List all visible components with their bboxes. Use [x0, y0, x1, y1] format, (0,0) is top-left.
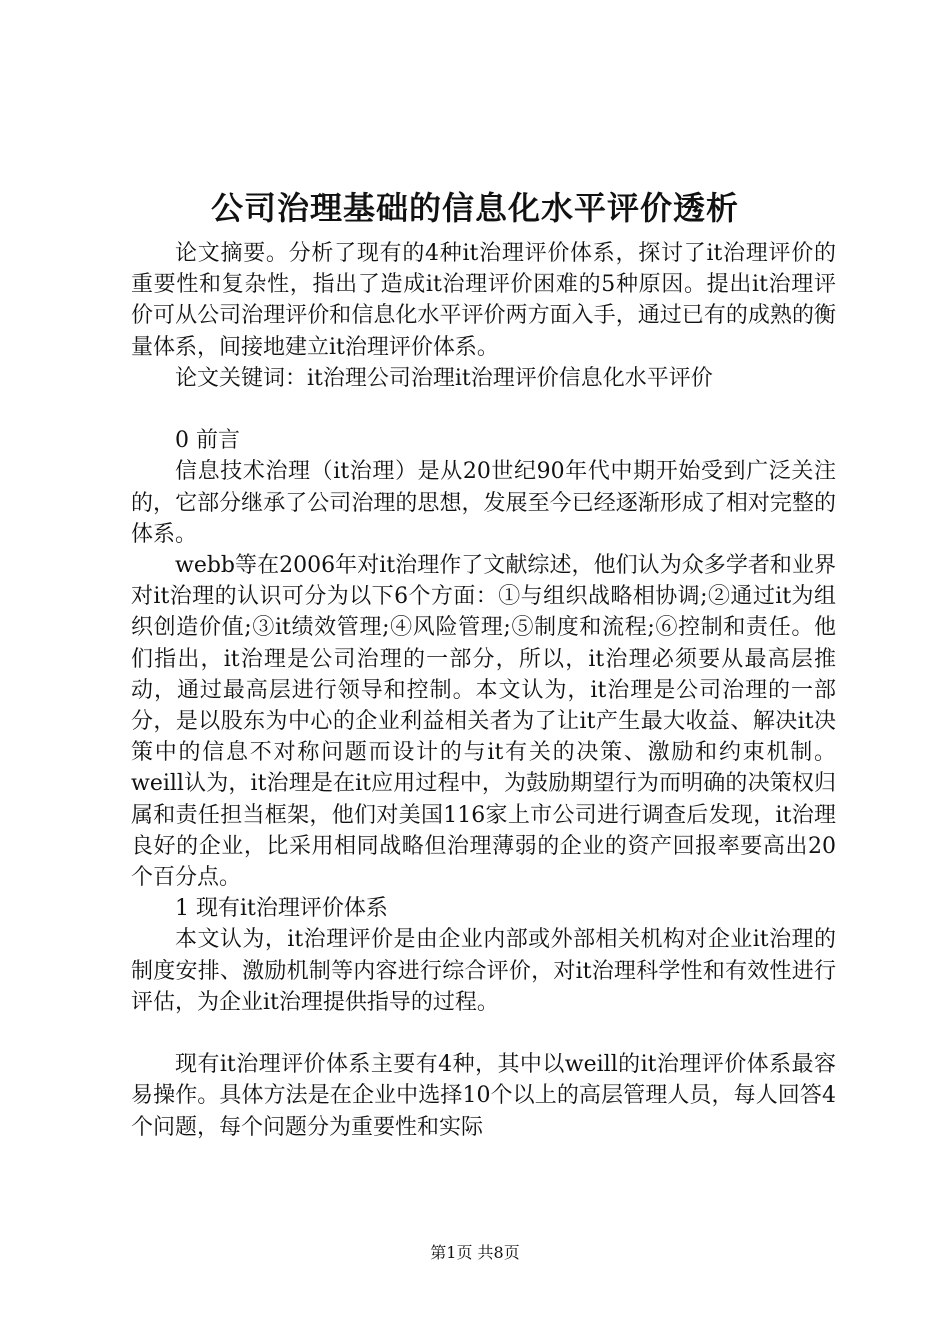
spacer — [131, 1018, 836, 1049]
spacer — [131, 394, 836, 425]
section-heading-existing-systems: 1 现有it治理评价体系 — [175, 896, 388, 922]
page-footer: 第1页 共8页 — [430, 1243, 520, 1262]
preface-paragraph-1: 信息技术治理（it治理）是从20世纪90年代中期开始受到广泛关注的，它部分继承了公司治理的思想，发展至今已经逐渐形成了相对完整的体系。 — [131, 459, 836, 547]
document-body — [131, 238, 836, 1143]
section1-paragraph-1: 本文认为，it治理评价是由企业内部或外部相关机构对企业it治理的制度安排、激励机制等内容进行综合评价，对it治理科学性和有效性进行评估，为企业it治理提供指导的过程。 — [131, 927, 836, 1015]
abstract-paragraph: 论文摘要。分析了现有的4种it治理评价体系，探讨了it治理评价的重要性和复杂性，指出了造成it治理评价困难的5种原因。提出it治理评价可从公司治理评价和信息化水平评价两方面入手，通过已有的成熟的衡量体系，间接地建立it治理评价体系。 — [131, 241, 836, 360]
keywords-paragraph: 论文关键词：it治理公司治理it治理评价信息化水平评价 — [175, 365, 713, 391]
preface-paragraph-2: webb等在2006年对it治理作了文献综述，他们认为众多学者和业界对it治理的认识可分为以下6个方面：①与组织战略相协调;②通过it为组织创造价值;③it绩效管理;④风险管理;⑤制度和流程;⑥控制和责任。他们指出，it治理是公司治理的一部分，所以，it治理必须要从最高层推动，通过最高层进行领导和控制。本文认为，it治理是公司治理的一部分，是以股东为中心的企业利益相关者为了让it产生最大收益、解决it决策中的信息不对称问题而设计的与it有关的决策、激励和约束机制。weill认为，it治理是在it应用过程中，为鼓励期望行为而明确的决策权归属和责任担当框架，他们对美国116家上市公司进行调查后发现，it治理良好的企业，比采用相同战略但治理薄弱的企业的资产回报率要高出20个百分点。 — [131, 553, 836, 891]
document-title: 公司治理基础的信息化水平评价透析 — [210, 189, 739, 227]
section-heading-preface: 0 前言 — [175, 428, 240, 454]
section1-paragraph-2: 现有it治理评价体系主要有4种，其中以weill的it治理评价体系最容易操作。具体方法是在企业中选择10个以上的高层管理人员，每人回答4个问题，每个问题分为重要性和实际 — [131, 1052, 836, 1140]
